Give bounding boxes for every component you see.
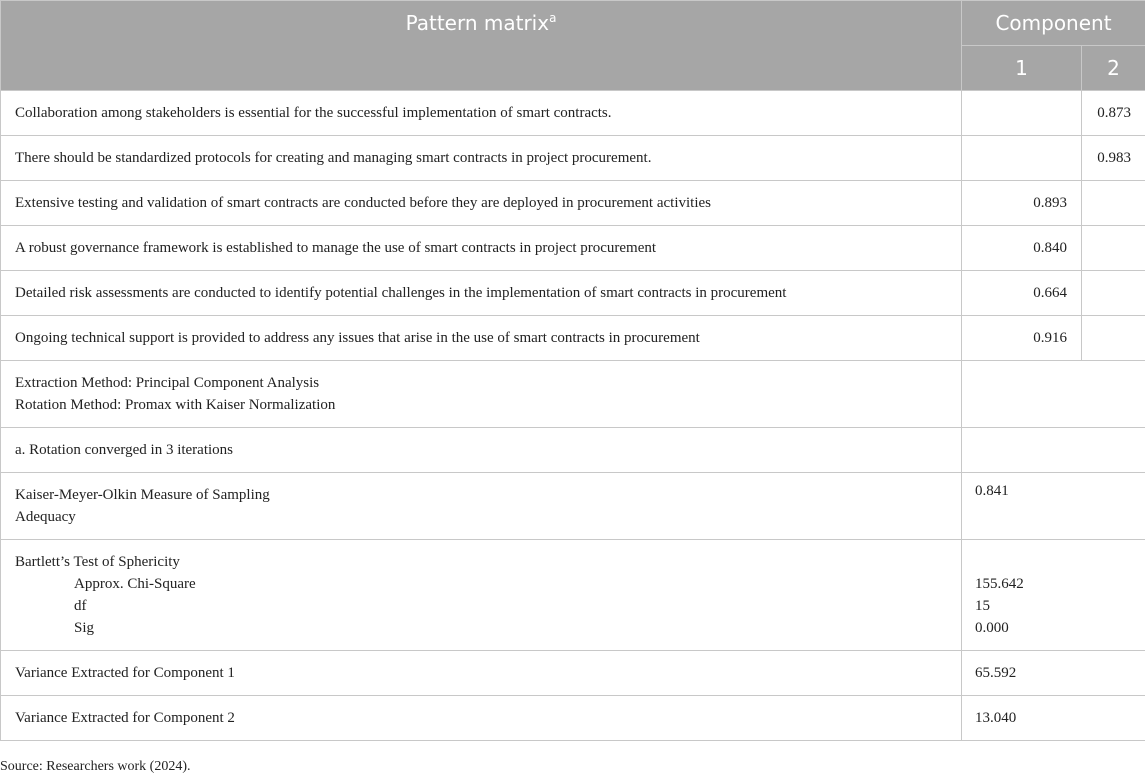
variance-row-1 bbox=[1, 651, 1145, 696]
component-1-value: 0.893 bbox=[962, 181, 1082, 226]
rotation-note: a. Rotation converged in 3 iterations bbox=[1, 428, 962, 473]
source-note: Source: Researchers work (2024). bbox=[0, 759, 191, 774]
component-2-value: 0.983 bbox=[1082, 136, 1145, 181]
chi-square-label: Approx. Chi-Square bbox=[74, 576, 196, 592]
sig-value: 0.000 bbox=[975, 620, 1009, 636]
kmo-label-line1: Kaiser-Meyer-Olkin Measure of Sampling bbox=[15, 487, 270, 503]
component-2-value bbox=[1082, 316, 1145, 361]
item-label: There should be standardized protocols for creating and managing smart contracts in project procurement. bbox=[1, 136, 962, 181]
df-label: df bbox=[74, 598, 87, 614]
kmo-label bbox=[1, 473, 962, 540]
header-row bbox=[1, 1, 1145, 46]
empty-cell bbox=[962, 361, 1145, 428]
rotation-note-row bbox=[1, 428, 1145, 473]
component-1-value: 0.916 bbox=[962, 316, 1082, 361]
component-2-value: 0.873 bbox=[1082, 91, 1145, 136]
variance-row-2 bbox=[1, 696, 1145, 741]
bartlett-title: Bartlett’s Test of Sphericity bbox=[15, 554, 180, 570]
empty-cell bbox=[962, 428, 1145, 473]
bartlett-row bbox=[1, 540, 1145, 651]
kmo-label-line2: Adequacy bbox=[15, 509, 76, 525]
table-row bbox=[1, 271, 1145, 316]
component-header: Component bbox=[962, 1, 1145, 46]
component-1-value bbox=[962, 91, 1082, 136]
component-1-value: 0.664 bbox=[962, 271, 1082, 316]
variance-1-label: Variance Extracted for Component 1 bbox=[1, 651, 962, 696]
item-label: Ongoing technical support is provided to address any issues that arise in the use of smart contracts in procurement bbox=[1, 316, 962, 361]
component-2-value bbox=[1082, 226, 1145, 271]
table-row bbox=[1, 316, 1145, 361]
table-row bbox=[1, 226, 1145, 271]
df-value: 15 bbox=[975, 598, 990, 614]
kmo-value: 0.841 bbox=[962, 473, 1145, 540]
title-superscript: a bbox=[549, 11, 557, 25]
chi-square-value: 155.642 bbox=[975, 576, 1024, 592]
bartlett-label bbox=[1, 540, 962, 651]
item-label: A robust governance framework is established to manage the use of smart contracts in project procurement bbox=[1, 226, 962, 271]
component-2-header: 2 bbox=[1082, 46, 1145, 91]
table-row bbox=[1, 181, 1145, 226]
title-text: Pattern matrix bbox=[405, 11, 550, 35]
extraction-method-row bbox=[1, 361, 1145, 428]
component-2-value bbox=[1082, 181, 1145, 226]
variance-1-value: 65.592 bbox=[962, 651, 1145, 696]
item-label: Collaboration among stakeholders is essential for the successful implementation of smart contracts. bbox=[1, 91, 962, 136]
table-row bbox=[1, 136, 1145, 181]
item-label: Extensive testing and validation of smart contracts are conducted before they are deployed in procurement activities bbox=[1, 181, 962, 226]
rotation-method-text: Rotation Method: Promax with Kaiser Normalization bbox=[15, 397, 336, 413]
extraction-method-text: Extraction Method: Principal Component Analysis bbox=[15, 375, 320, 391]
kmo-row bbox=[1, 473, 1145, 540]
extraction-method-cell bbox=[1, 361, 962, 428]
variance-2-value: 13.040 bbox=[962, 696, 1145, 741]
item-label: Detailed risk assessments are conducted to identify potential challenges in the implementation of smart contracts in procurement bbox=[1, 271, 962, 316]
component-2-value bbox=[1082, 271, 1145, 316]
pattern-matrix-title bbox=[1, 1, 962, 91]
sig-label: Sig bbox=[74, 620, 95, 636]
variance-2-label: Variance Extracted for Component 2 bbox=[1, 696, 962, 741]
component-1-header: 1 bbox=[962, 46, 1082, 91]
table-row bbox=[1, 91, 1145, 136]
bartlett-values bbox=[962, 540, 1145, 651]
component-1-value bbox=[962, 136, 1082, 181]
component-1-value: 0.840 bbox=[962, 226, 1082, 271]
